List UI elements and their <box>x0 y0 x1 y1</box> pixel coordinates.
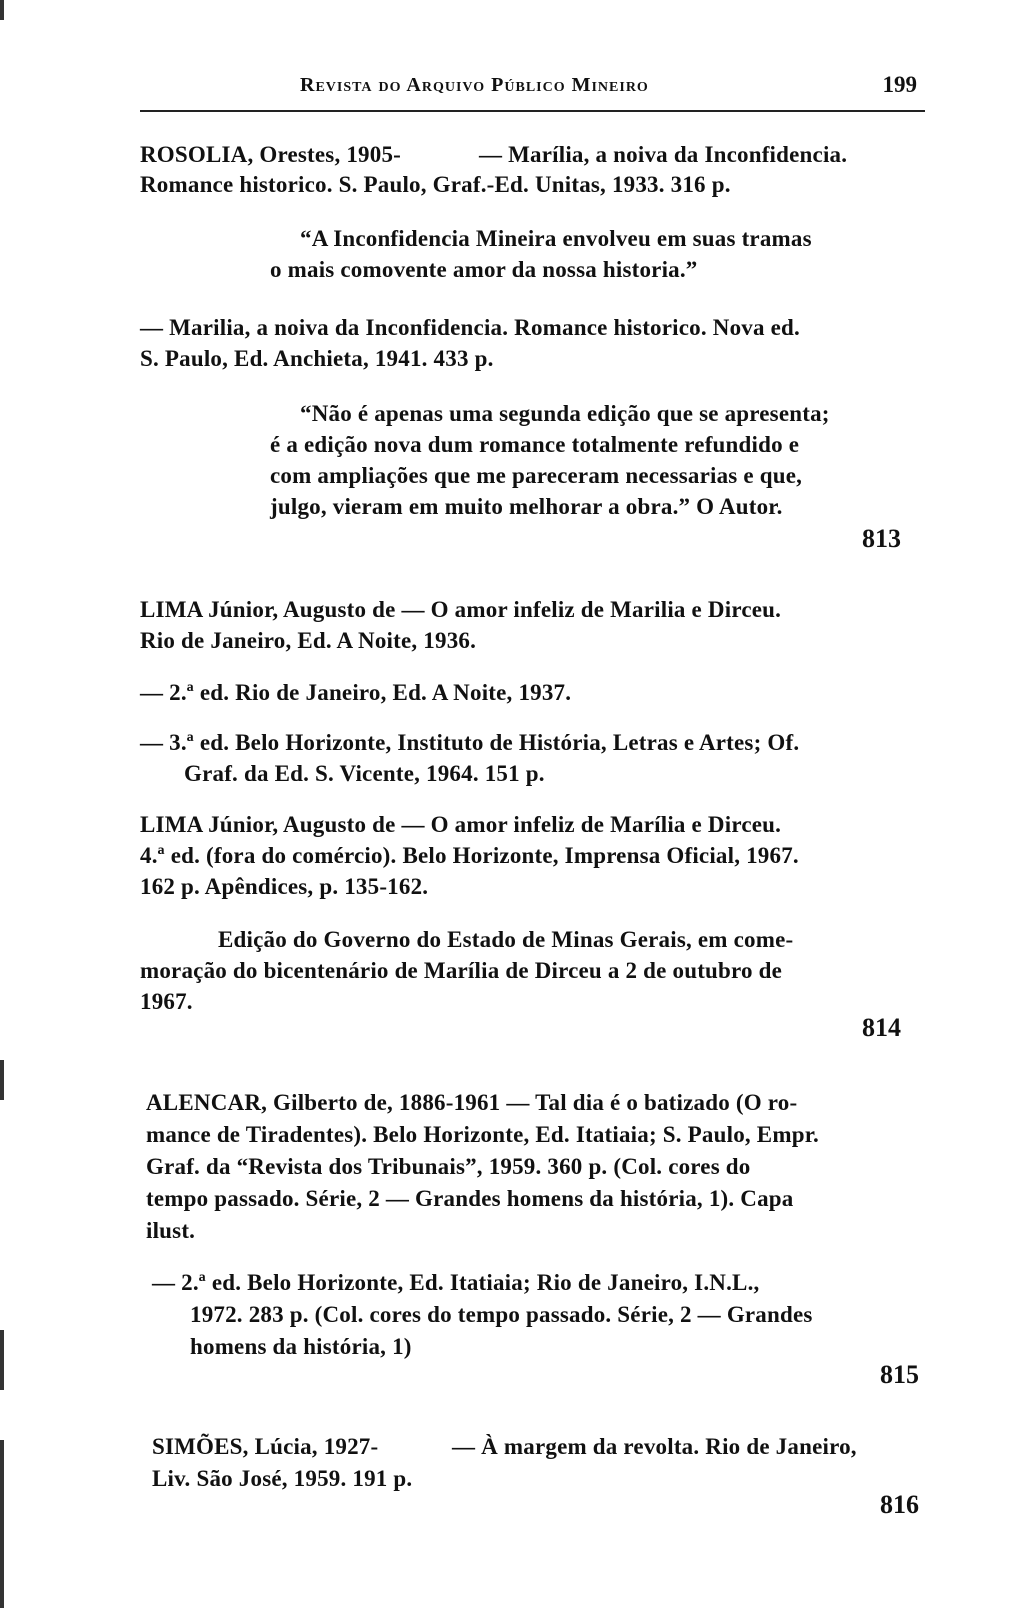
entry-814-imprint: Rio de Janeiro, Ed. A Noite, 1936. <box>140 628 477 653</box>
entry-814-author-title: LIMA Júnior, Augusto de — O amor infeliz de Marilia e Dirceu. <box>140 597 782 622</box>
entry-814-note-line: moração do bicentenário de Marília de Dirceu a 2 de outubro de <box>140 958 783 983</box>
journal-title: Revista do Arquivo Público Mineiro <box>300 74 649 96</box>
entry-814-third-edition-imprint: Graf. da Ed. S. Vicente, 1964. 151 p. <box>184 761 545 786</box>
entry-814-note-line: Edição do Governo do Estado de Minas Gerais, em come- <box>218 927 794 952</box>
entry-813-note-line: “Não é apenas uma segunda edição que se apresenta; <box>300 401 830 426</box>
entry-814-fourth-edition: 4.ª ed. (fora do comércio). Belo Horizonte, Imprensa Oficial, 1967. <box>140 843 799 868</box>
entry-814-fourth-edition-author: LIMA Júnior, Augusto de — O amor infeliz de Marília e Dirceu. <box>140 812 782 837</box>
entry-815-line: ilust. <box>146 1218 196 1243</box>
entry-816-title: — À margem da revolta. Rio de Janeiro, <box>452 1434 857 1459</box>
scan-margin-mark <box>0 0 4 20</box>
entry-813-new-edition: — Marilia, a noiva da Inconfidencia. Romance historico. Nova ed. <box>140 315 800 340</box>
entry-815-author-title: ALENCAR, Gilberto de, 1886-1961 — Tal dia é o batizado (O ro- <box>146 1090 798 1115</box>
entry-number: 815 <box>880 1360 919 1389</box>
entry-number: 816 <box>880 1490 919 1519</box>
entry-815-line: Graf. da “Revista dos Tribunais”, 1959. 360 p. (Col. cores do <box>146 1154 751 1179</box>
entry-814-pages: 162 p. Apêndices, p. 135-162. <box>140 874 429 899</box>
entry-815-second-edition-line: homens da história, 1) <box>190 1334 412 1359</box>
entry-813-author: ROSOLIA, Orestes, 1905- <box>140 142 402 167</box>
scan-margin-mark <box>0 1440 4 1608</box>
entry-816-imprint: Liv. São José, 1959. 191 p. <box>152 1466 413 1491</box>
entry-813-quote-line: “A Inconfidencia Mineira envolveu em suas tramas <box>300 226 812 251</box>
entry-813-note-line: julgo, vieram em muito melhorar a obra.” O Autor. <box>270 494 783 519</box>
entry-813-quote-line: o mais comovente amor da nossa historia.” <box>270 257 698 282</box>
running-header <box>140 74 925 112</box>
entry-number: 813 <box>862 524 901 553</box>
entry-814-note-line: 1967. <box>140 989 193 1014</box>
entry-814-third-edition: — 3.ª ed. Belo Horizonte, Instituto de História, Letras e Artes; Of. <box>140 730 800 755</box>
entry-815-line: mance de Tiradentes). Belo Horizonte, Ed. Itatiaia; S. Paulo, Empr. <box>146 1122 819 1147</box>
entry-813-new-edition-imprint: S. Paulo, Ed. Anchieta, 1941. 433 p. <box>140 346 494 371</box>
entry-813-imprint: Romance historico. S. Paulo, Graf.-Ed. Unitas, 1933. 316 p. <box>140 172 731 197</box>
entry-813-title: — Marília, a noiva da Inconfidencia. <box>479 142 848 167</box>
entry-814-second-edition: — 2.ª ed. Rio de Janeiro, Ed. A Noite, 1937. <box>140 680 572 705</box>
entry-813-note-line: é a edição nova dum romance totalmente refundido e <box>270 432 800 457</box>
entry-number: 814 <box>862 1013 901 1042</box>
entry-816-author: SIMÕES, Lúcia, 1927- <box>152 1434 379 1459</box>
scan-margin-mark <box>0 1330 4 1390</box>
entry-813-note-line: com ampliações que me pareceram necessarias e que, <box>270 463 803 488</box>
entry-815-second-edition: — 2.ª ed. Belo Horizonte, Ed. Itatiaia; Rio de Janeiro, I.N.L., <box>152 1270 760 1295</box>
scan-margin-mark <box>0 1060 4 1100</box>
entry-815-second-edition-line: 1972. 283 p. (Col. cores do tempo passado. Série, 2 — Grandes <box>190 1302 813 1327</box>
page-number: 199 <box>882 72 917 97</box>
entry-815-line: tempo passado. Série, 2 — Grandes homens da história, 1). Capa <box>146 1186 794 1211</box>
